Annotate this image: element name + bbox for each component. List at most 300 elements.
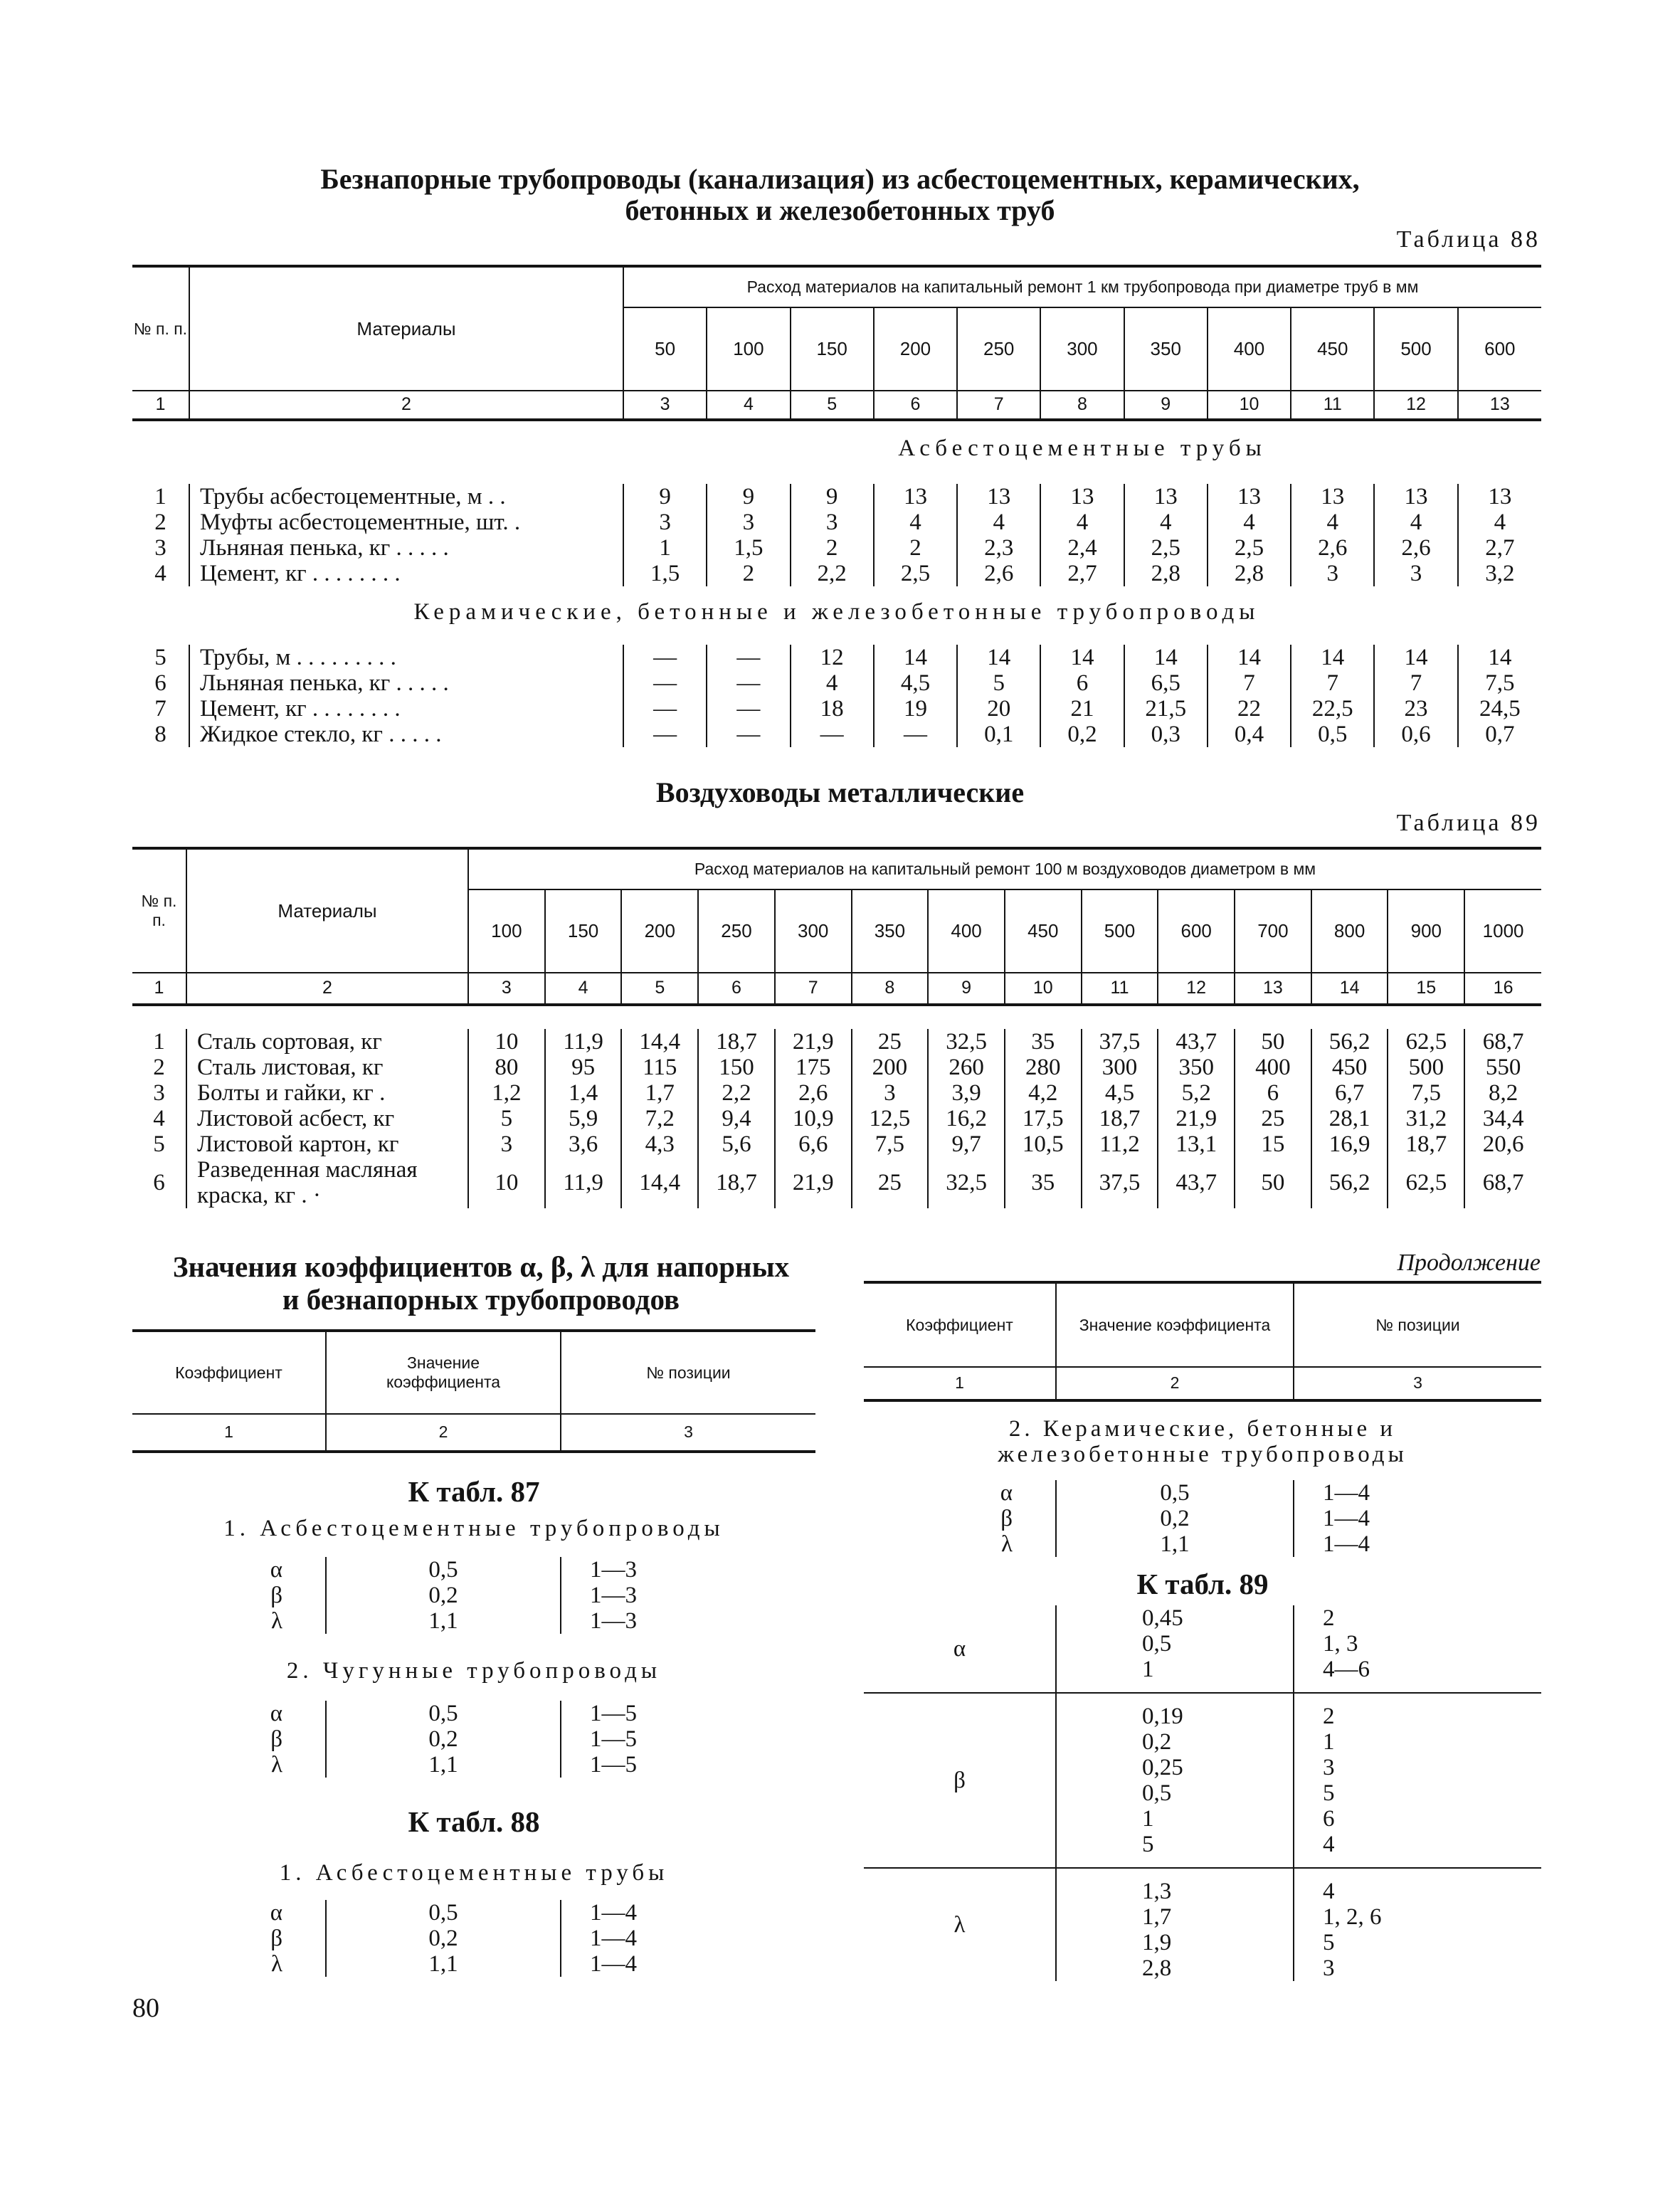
cell-value: 20,6	[1482, 1131, 1524, 1157]
coef-value: 0,2	[326, 1726, 561, 1752]
cell-value: 2,5	[874, 561, 957, 586]
cell-value: 3,9	[928, 1080, 1005, 1106]
table-row	[864, 1868, 1541, 1904]
coef-value: 1,7	[1056, 1904, 1294, 1930]
cell-value: 43,7	[1158, 1157, 1235, 1208]
cell-value: 1,7	[621, 1080, 698, 1106]
cell-value: 13	[1374, 484, 1457, 509]
cell-value: 14	[874, 645, 957, 670]
t89-header-diameter: 100	[468, 889, 545, 972]
t89-column-number: 5	[621, 972, 698, 1003]
cell-value: 3,2	[1485, 561, 1515, 586]
cell-value: 25	[852, 1157, 929, 1208]
t89-column-number: 2	[186, 972, 468, 1003]
cell-value: 2,6	[957, 561, 1040, 586]
cell-value: 68,7	[1482, 1170, 1524, 1195]
t88-body-asbestos	[132, 484, 1541, 586]
coef-position: 1—5	[590, 1726, 637, 1752]
cell-value: 4,2	[1005, 1080, 1082, 1106]
t89-column-number: 3	[468, 972, 545, 1003]
cell-value: 5,9	[545, 1106, 622, 1131]
cell-value: 2,5	[1208, 535, 1291, 561]
t89-header-diameter: 300	[775, 889, 852, 972]
cell-value: 62,5	[1388, 1029, 1464, 1055]
cell-value: 0,2	[1040, 722, 1124, 747]
cell-value: 14	[1040, 645, 1124, 670]
t88-header-materials: Материалы	[189, 268, 623, 390]
cell-value: 62,5	[1388, 1157, 1464, 1208]
row-number: 3	[132, 1080, 186, 1106]
material-name: Льняная пенька, кг . . . . .	[189, 670, 623, 696]
row-number: 4	[132, 1106, 186, 1131]
cell-value: 56,2	[1311, 1029, 1388, 1055]
coef-value: 0,5	[326, 1557, 561, 1583]
coef-value: 1,9	[1056, 1930, 1294, 1955]
t89-header-diameter: 800	[1311, 889, 1388, 972]
cell-value: 24,5	[1479, 696, 1521, 722]
t89-column-number: 8	[852, 972, 929, 1003]
coef-value: 1,1	[326, 1951, 561, 1977]
coef-value: 1,3	[1056, 1868, 1294, 1904]
cell-value: 4	[791, 670, 874, 696]
cell-value: 22	[1208, 696, 1291, 722]
cell-value: —	[707, 722, 790, 747]
cell-value: —	[707, 696, 790, 722]
coef-right-header-value: Значение коэффициента	[1056, 1284, 1294, 1366]
t89-column-number: 13	[1235, 972, 1311, 1003]
cell-value: 11,9	[545, 1029, 622, 1055]
coef-position: 1—4	[1323, 1480, 1370, 1506]
coef-value: 0,5	[1056, 1480, 1294, 1506]
cell-value: —	[791, 722, 874, 747]
k87-section2-table	[132, 1701, 815, 1778]
cell-value: 50	[1235, 1157, 1311, 1208]
t88-column-number: 13	[1489, 394, 1510, 414]
coef-position: 1—4	[1323, 1506, 1370, 1531]
cell-value: 9,4	[698, 1106, 775, 1131]
cell-value: 15	[1235, 1131, 1311, 1157]
cell-value: 2,7	[1040, 561, 1124, 586]
cell-value: 35	[1005, 1029, 1082, 1055]
t88-header-diameter: 350	[1124, 307, 1208, 390]
k87-section1: 1. Асбестоцементные трубопроводы	[223, 1516, 724, 1541]
coef-left-header-value: Значение коэффициента	[326, 1332, 561, 1413]
t89-table-number: Таблица 89	[1396, 810, 1541, 836]
table-row	[864, 1480, 1541, 1506]
coef-value: 0,5	[326, 1701, 561, 1726]
t89-header-diameter: 500	[1082, 889, 1158, 972]
t88-header-span: Расход материалов на капитальный ремонт 1 км трубопровода при диаметре труб в мм	[623, 268, 1541, 307]
coef-position: 1—4	[590, 1926, 637, 1951]
t89-column-number: 1	[132, 972, 186, 1003]
cell-value: 4	[1040, 509, 1124, 535]
cell-value: 21,9	[1158, 1106, 1235, 1131]
cell-value: 9,7	[928, 1131, 1005, 1157]
cell-value: 37,5	[1082, 1157, 1158, 1208]
coef-left-colnum: 1	[132, 1413, 326, 1450]
cell-value: 4	[874, 509, 957, 535]
t89-column-number: 14	[1311, 972, 1388, 1003]
t88-column-number: 6	[874, 390, 957, 418]
coef-symbol: β	[132, 1726, 326, 1752]
table-row	[864, 1605, 1541, 1631]
coef-symbol: α	[132, 1557, 326, 1583]
cell-value: —	[707, 670, 790, 696]
coef-symbol: β	[864, 1693, 1056, 1868]
row-number: 3	[132, 535, 189, 561]
cell-value: 115	[621, 1055, 698, 1080]
coef-title-line2: и безнапорных трубопроводов	[282, 1283, 680, 1316]
cell-value: 5,2	[1158, 1080, 1235, 1106]
t88-column-number: 3	[623, 390, 707, 418]
coef-symbol: β	[132, 1583, 326, 1608]
coef-position: 1—4	[590, 1900, 637, 1926]
table-row	[864, 1693, 1541, 1729]
table-row	[132, 1055, 1541, 1080]
coef-left-header	[132, 1332, 815, 1450]
cell-value: 13	[874, 484, 957, 509]
cell-value: 7	[1208, 670, 1291, 696]
table-row	[132, 1080, 1541, 1106]
k87-title: К табл. 87	[408, 1475, 540, 1508]
cell-value: 5	[468, 1106, 545, 1131]
t89-header-diameter: 600	[1158, 889, 1235, 972]
t89-column-number: 11	[1082, 972, 1158, 1003]
cell-value: 18,7	[698, 1029, 775, 1055]
t89-column-number: 6	[698, 972, 775, 1003]
material-name: Трубы, м . . . . . . . . .	[189, 645, 623, 670]
material-name: Льняная пенька, кг . . . . .	[189, 535, 623, 561]
t88-column-number: 4	[707, 390, 790, 418]
cell-value: 2	[874, 535, 957, 561]
cell-value: 16,9	[1311, 1131, 1388, 1157]
cell-value: 18,7	[698, 1157, 775, 1208]
coef-position: 5	[1323, 1930, 1335, 1955]
table-row	[132, 509, 1541, 535]
coef-value: 0,5	[326, 1900, 561, 1926]
t88-section-ceramic: Керамические, бетонные и железобетонные трубопроводы	[413, 599, 1260, 625]
cell-value: 37,5	[1082, 1029, 1158, 1055]
table-row	[132, 561, 1541, 586]
cell-value: 2,8	[1124, 561, 1208, 586]
table-row	[132, 1106, 1541, 1131]
cell-value: 400	[1235, 1055, 1311, 1080]
cell-value: 9	[791, 484, 874, 509]
table-row	[864, 1506, 1541, 1531]
t88-column-number: 11	[1291, 390, 1374, 418]
cell-value: 21	[1040, 696, 1124, 722]
t89-column-number: 12	[1158, 972, 1235, 1003]
cell-value: 14,4	[621, 1029, 698, 1055]
cell-value: 10,5	[1005, 1131, 1082, 1157]
cell-value: 22,5	[1291, 696, 1374, 722]
table-row	[132, 1131, 1541, 1157]
cell-value: 2,2	[698, 1080, 775, 1106]
t89-header-no: № п. п.	[132, 850, 186, 972]
cell-value: 4	[1374, 509, 1457, 535]
cell-value: 56,2	[1311, 1157, 1388, 1208]
cell-value: 4	[957, 509, 1040, 535]
material-name: Болты и гайки, кг .	[186, 1080, 468, 1106]
coef-right-header-pos: № позиции	[1375, 1315, 1460, 1334]
cell-value: 0,3	[1124, 722, 1208, 747]
cell-value: 4,5	[874, 670, 957, 696]
coef-left-colnum: 3	[684, 1422, 693, 1441]
t88-body-ceramic	[132, 645, 1541, 747]
cell-value: 19	[874, 696, 957, 722]
t88-header-diameter: 400	[1208, 307, 1291, 390]
cell-value: 10	[468, 1157, 545, 1208]
cell-value: 500	[1388, 1055, 1464, 1080]
cell-value: 4	[1291, 509, 1374, 535]
t88-title-line1: Безнапорные трубопроводы (канализация) из асбестоцементных, керамических,	[320, 163, 1360, 195]
t89-header-diameter: 150	[545, 889, 622, 972]
cell-value: 14	[1124, 645, 1208, 670]
table-row	[132, 1900, 815, 1926]
cell-value: 68,7	[1482, 1029, 1524, 1055]
cell-value: 25	[1235, 1106, 1311, 1131]
coef-right-header	[864, 1284, 1541, 1399]
cell-value: 2,6	[775, 1080, 852, 1106]
coef-value: 1	[1056, 1657, 1294, 1693]
cell-value: 3	[1291, 561, 1374, 586]
cell-value: 0,1	[957, 722, 1040, 747]
cell-value: 2,7	[1485, 535, 1515, 561]
cell-value: 6	[1235, 1080, 1311, 1106]
cell-value: 12	[791, 645, 874, 670]
row-number: 8	[132, 722, 189, 747]
cell-value: —	[623, 670, 707, 696]
coef-right-colnum: 2	[1056, 1366, 1294, 1399]
coef-value: 1,1	[326, 1608, 561, 1634]
coef-symbol: α	[864, 1480, 1056, 1506]
cell-value: 14	[1291, 645, 1374, 670]
cell-value: 175	[775, 1055, 852, 1080]
cell-value: 21,9	[775, 1029, 852, 1055]
row-number: 6	[132, 1157, 186, 1208]
coef-position: 1—4	[590, 1951, 637, 1977]
t88-column-number: 8	[1040, 390, 1124, 418]
cell-value: 14,4	[621, 1157, 698, 1208]
cell-value: 13	[957, 484, 1040, 509]
cell-value: 7,2	[621, 1106, 698, 1131]
k88-title: К табл. 88	[408, 1805, 540, 1838]
t89-body	[132, 1029, 1541, 1208]
cell-value: 7,5	[852, 1131, 929, 1157]
coef-continuation: Продолжение	[1397, 1250, 1541, 1276]
table-row	[132, 645, 1541, 670]
coef-position: 6	[1323, 1806, 1335, 1832]
row-number: 4	[132, 561, 189, 586]
t88-header-no: № п. п.	[132, 268, 189, 390]
cell-value: 4	[1124, 509, 1208, 535]
k87-section1-table	[132, 1557, 815, 1634]
t88-header-diameter: 600	[1484, 338, 1516, 359]
cell-value: 2,3	[957, 535, 1040, 561]
coef-symbol: λ	[864, 1868, 1056, 1981]
cell-value: —	[874, 722, 957, 747]
t89-header-span: Расход материалов на капитальный ремонт 100 м воздуховодов диаметром в мм	[468, 850, 1541, 889]
coef-position: 1—3	[590, 1608, 637, 1634]
cell-value: 21,5	[1124, 696, 1208, 722]
t88-column-number: 10	[1208, 390, 1291, 418]
table-row	[132, 484, 1541, 509]
cell-value: 14	[957, 645, 1040, 670]
t88-column-number: 7	[957, 390, 1040, 418]
coef-right-colnum: 1	[864, 1366, 1056, 1399]
cell-value: 3	[623, 509, 707, 535]
cell-value: 7	[1291, 670, 1374, 696]
cell-value: 13	[1040, 484, 1124, 509]
k88-section2-line2: железобетонные трубопроводы	[998, 1442, 1407, 1467]
material-name: Листовой картон, кг	[186, 1131, 468, 1157]
cell-value: 31,2	[1388, 1106, 1464, 1131]
table-row	[132, 1951, 815, 1977]
cell-value: 14	[1488, 645, 1512, 670]
coef-value: 1,1	[1056, 1531, 1294, 1557]
cell-value: 200	[852, 1055, 929, 1080]
cell-value: 300	[1082, 1055, 1158, 1080]
t89-column-number: 16	[1493, 977, 1513, 998]
coef-symbol: λ	[864, 1531, 1056, 1557]
row-number: 1	[132, 484, 189, 509]
coef-value: 0,19	[1056, 1693, 1294, 1729]
t88-header-diameter: 500	[1374, 307, 1457, 390]
cell-value: —	[623, 696, 707, 722]
cell-value: 1,5	[623, 561, 707, 586]
t88-title-line2: бетонных и железобетонных труб	[625, 194, 1055, 226]
cell-value: 7,5	[1388, 1080, 1464, 1106]
cell-value: 14	[1374, 645, 1457, 670]
coef-position: 1—5	[590, 1701, 637, 1726]
coef-position: 1—5	[590, 1752, 637, 1778]
t88-column-number: 5	[791, 390, 874, 418]
cell-value: —	[623, 645, 707, 670]
table-row	[132, 1701, 815, 1726]
table-row	[132, 1157, 1541, 1208]
cell-value: 150	[698, 1055, 775, 1080]
cell-value: 2,5	[1124, 535, 1208, 561]
cell-value: 550	[1485, 1055, 1521, 1080]
table-row	[132, 535, 1541, 561]
coef-symbol: λ	[132, 1752, 326, 1778]
coef-value: 0,2	[1056, 1729, 1294, 1755]
coef-title-line1: Значения коэффициентов α, β, λ для напорных	[172, 1250, 790, 1283]
k89-table	[864, 1605, 1541, 1981]
table-row	[132, 722, 1541, 747]
coef-position: 3	[1323, 1955, 1335, 1981]
cell-value: 18,7	[1082, 1106, 1158, 1131]
coef-value: 1	[1056, 1806, 1294, 1832]
coef-value: 0,5	[1056, 1780, 1294, 1806]
cell-value: 23	[1374, 696, 1457, 722]
table-row	[864, 1531, 1541, 1557]
cell-value: 32,5	[928, 1157, 1005, 1208]
cell-value: 13	[1208, 484, 1291, 509]
cell-value: 35	[1005, 1157, 1082, 1208]
k88-section2-line1: 2. Керамические, бетонные и	[1008, 1416, 1397, 1442]
coef-position: 4—6	[1294, 1657, 1541, 1693]
coef-value: 0,2	[326, 1583, 561, 1608]
cell-value: 13	[1488, 484, 1512, 509]
coef-value: 1,1	[326, 1752, 561, 1778]
t89-column-number: 4	[545, 972, 622, 1003]
cell-value: 2,4	[1040, 535, 1124, 561]
cell-value: 0,7	[1485, 722, 1515, 747]
cell-value: 13	[1124, 484, 1208, 509]
cell-value: 28,1	[1311, 1106, 1388, 1131]
cell-value: 350	[1158, 1055, 1235, 1080]
cell-value: 80	[468, 1055, 545, 1080]
cell-value: 11,2	[1082, 1131, 1158, 1157]
cell-value: 5	[957, 670, 1040, 696]
cell-value: 1	[623, 535, 707, 561]
table-row	[132, 670, 1541, 696]
t88-header-diameter: 50	[623, 307, 707, 390]
t89-header-diameter: 350	[852, 889, 929, 972]
t89-header-materials: Материалы	[186, 850, 468, 972]
cell-value: 8,2	[1488, 1080, 1518, 1106]
cell-value: 4	[1208, 509, 1291, 535]
cell-value: 2,8	[1208, 561, 1291, 586]
row-number: 6	[132, 670, 189, 696]
t89-header-diameter: 1000	[1482, 920, 1524, 941]
t88-column-number: 12	[1374, 390, 1457, 418]
cell-value: 3	[1374, 561, 1457, 586]
coef-position: 1—3	[590, 1557, 637, 1583]
t88-header	[132, 268, 1541, 418]
cell-value: 2,6	[1374, 535, 1457, 561]
coef-right-header-coef: Коэффициент	[864, 1284, 1056, 1366]
material-name: Цемент, кг . . . . . . . .	[189, 561, 623, 586]
cell-value: 34,4	[1482, 1106, 1524, 1131]
cell-value: 13,1	[1158, 1131, 1235, 1157]
coef-symbol: β	[864, 1506, 1056, 1531]
t89-title: Воздуховоды металлические	[655, 776, 1025, 808]
cell-value: 3	[852, 1080, 929, 1106]
cell-value: 4	[1494, 509, 1506, 535]
k88-section1: 1. Асбестоцементные трубы	[279, 1860, 669, 1886]
cell-value: 14	[1208, 645, 1291, 670]
material-name: Муфты асбестоцементные, шт. .	[189, 509, 623, 535]
t88-header-diameter: 100	[707, 307, 790, 390]
cell-value: 6	[1040, 670, 1124, 696]
k88-section2-table	[864, 1480, 1541, 1557]
coef-symbol: β	[132, 1926, 326, 1951]
t89-header-diameter: 250	[698, 889, 775, 972]
coef-value: 5	[1056, 1832, 1294, 1868]
coef-value: 0,45	[1056, 1605, 1294, 1631]
t89-header-diameter: 400	[928, 889, 1005, 972]
cell-value: 12,5	[852, 1106, 929, 1131]
cell-value: 3	[791, 509, 874, 535]
t88-table-number: Таблица 88	[1396, 226, 1541, 253]
t88-header-diameter: 250	[957, 307, 1040, 390]
k89-title: К табл. 89	[1136, 1568, 1269, 1600]
coef-left-colnum: 2	[326, 1413, 561, 1450]
cell-value: —	[707, 645, 790, 670]
material-name: Листовой асбест, кг	[186, 1106, 468, 1131]
t88-header-diameter: 150	[791, 307, 874, 390]
cell-value: 1,2	[468, 1080, 545, 1106]
t89-header-diameter: 900	[1388, 889, 1464, 972]
table-row	[132, 1608, 815, 1634]
coef-position: 1, 3	[1323, 1631, 1358, 1657]
row-number: 2	[132, 509, 189, 535]
t89-header-diameter: 450	[1005, 889, 1082, 972]
cell-value: 3	[468, 1131, 545, 1157]
cell-value: 5,6	[698, 1131, 775, 1157]
